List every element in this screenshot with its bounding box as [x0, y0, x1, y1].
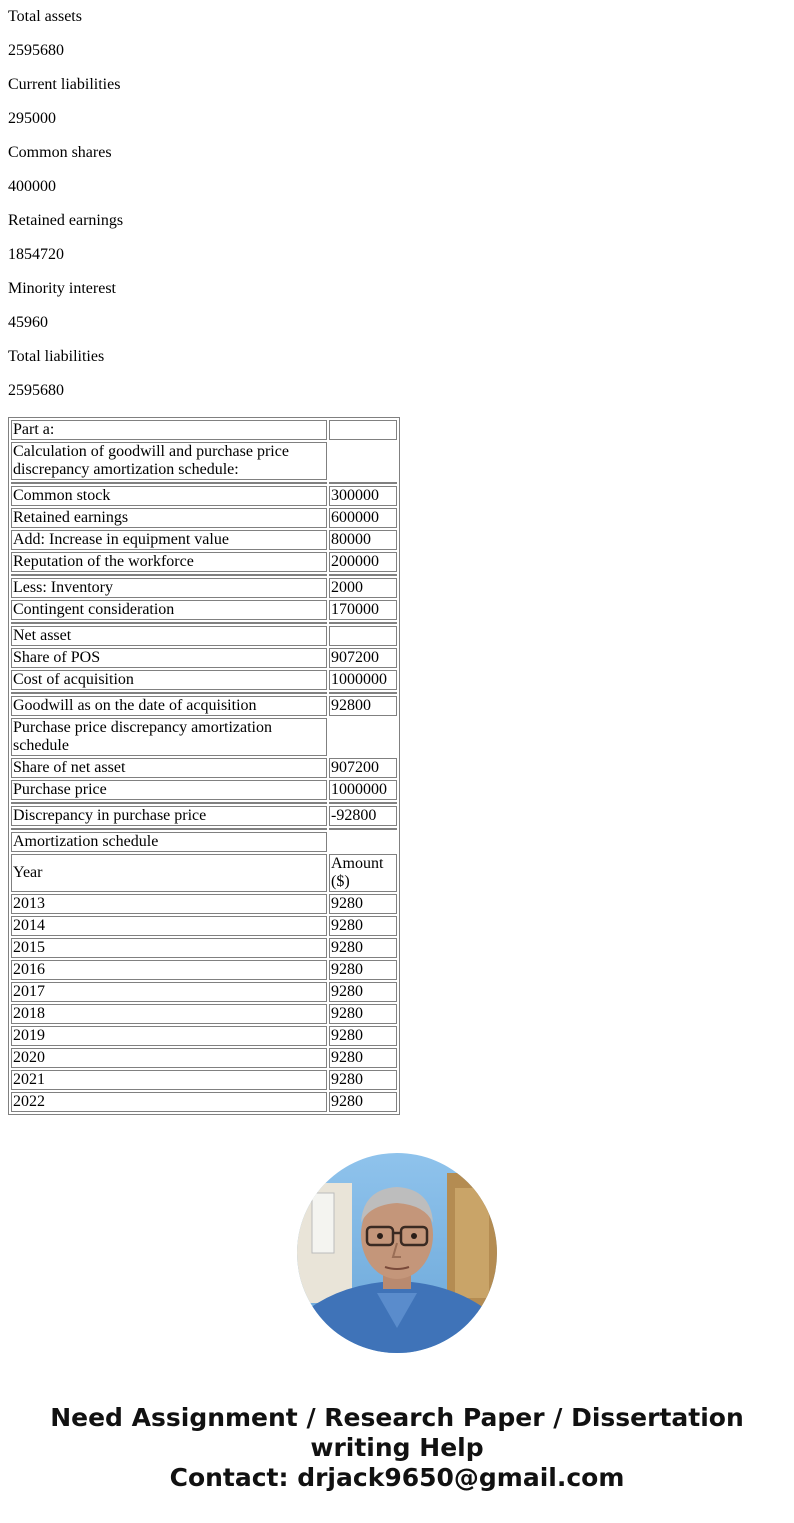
- contact-line: Contact: drjack9650@gmail.com: [169, 1463, 625, 1492]
- row-label: Common stock: [11, 486, 327, 506]
- schedule-year: 2022: [11, 1092, 327, 1112]
- summary-value: 45960: [8, 314, 48, 331]
- row-value: 1000000: [329, 670, 397, 690]
- table-row: [11, 758, 397, 778]
- schedule-row: [11, 1004, 397, 1024]
- author-avatar: [297, 1153, 497, 1353]
- schedule-row: [11, 1070, 397, 1090]
- schedule-row: [11, 1026, 397, 1046]
- promo-footer: [0, 1403, 794, 1493]
- schedule-amount: 9280: [329, 894, 397, 914]
- row-value: 300000: [329, 486, 397, 506]
- row-value: -92800: [329, 806, 397, 826]
- schedule-year: 2016: [11, 960, 327, 980]
- summary-value: 1854720: [8, 246, 64, 263]
- row-label: Purchase price: [11, 780, 327, 800]
- summary-value: 2595680: [8, 42, 64, 59]
- row-label: Less: Inventory: [11, 578, 327, 598]
- schedule-row: [11, 916, 397, 936]
- table-row: [11, 780, 397, 800]
- table-row: [11, 718, 397, 756]
- row-label: Retained earnings: [11, 508, 327, 528]
- row-value: 907200: [329, 758, 397, 778]
- promo-line: writing Help: [310, 1433, 484, 1462]
- table-row: [11, 578, 397, 598]
- row-label: Contingent consideration: [11, 600, 327, 620]
- promo-line: Need Assignment / Research Paper / Dissertation: [50, 1403, 744, 1432]
- row-value: 1000000: [329, 780, 397, 800]
- balance-summary: [8, 0, 788, 408]
- summary-value: 295000: [8, 110, 56, 127]
- year-header: Year: [11, 854, 327, 892]
- schedule-year: 2019: [11, 1026, 327, 1046]
- summary-label: Total liabilities: [8, 348, 105, 365]
- schedule-year: 2015: [11, 938, 327, 958]
- schedule-amount: 9280: [329, 1026, 397, 1046]
- schedule-year: 2020: [11, 1048, 327, 1068]
- schedule-amount: 9280: [329, 1070, 397, 1090]
- row-value: 80000: [329, 530, 397, 550]
- part-label: Part a:: [11, 420, 327, 440]
- summary-label: Current liabilities: [8, 76, 121, 93]
- row-label: Net asset: [11, 626, 327, 646]
- schedule-year: 2014: [11, 916, 327, 936]
- table-row: [11, 670, 397, 690]
- table-row: [11, 508, 397, 528]
- schedule-row: [11, 894, 397, 914]
- table-row: [11, 420, 397, 440]
- calc-heading: Calculation of goodwill and purchase price discrepancy amortization schedule:: [11, 442, 327, 480]
- ppd-heading: Purchase price discrepancy amortization schedule: [11, 718, 327, 756]
- table-row: [11, 530, 397, 550]
- table-row: [11, 600, 397, 620]
- schedule-amount: 9280: [329, 1004, 397, 1024]
- table-row: [11, 552, 397, 572]
- portrait-image: [297, 1153, 497, 1353]
- schedule-year: 2021: [11, 1070, 327, 1090]
- schedule-year: 2018: [11, 1004, 327, 1024]
- schedule-row: [11, 938, 397, 958]
- document-body: [8, 0, 788, 408]
- table-header-row: [11, 854, 397, 892]
- row-label: Add: Increase in equipment value: [11, 530, 327, 550]
- schedule-row: [11, 982, 397, 1002]
- row-label: Discrepancy in purchase price: [11, 806, 327, 826]
- table-row: [11, 806, 397, 826]
- row-value: 907200: [329, 648, 397, 668]
- row-value: 170000: [329, 600, 397, 620]
- schedule-amount: 9280: [329, 916, 397, 936]
- schedule-amount: 9280: [329, 982, 397, 1002]
- table-row: [11, 696, 397, 716]
- table-row: [11, 486, 397, 506]
- schedule-amount: 9280: [329, 1092, 397, 1112]
- row-label: Goodwill as on the date of acquisition: [11, 696, 327, 716]
- summary-value: 400000: [8, 178, 56, 195]
- amortization-heading: Amortization schedule: [11, 832, 327, 852]
- schedule-row: [11, 1048, 397, 1068]
- summary-label: Retained earnings: [8, 212, 124, 229]
- schedule-row: [11, 1092, 397, 1112]
- schedule-amount: 9280: [329, 938, 397, 958]
- table-row: [11, 442, 397, 480]
- schedule-year: 2017: [11, 982, 327, 1002]
- row-label: Share of POS: [11, 648, 327, 668]
- summary-label: Total assets: [8, 8, 82, 25]
- schedule-amount: 9280: [329, 960, 397, 980]
- summary-label: Common shares: [8, 144, 112, 161]
- schedule-amount: 9280: [329, 1048, 397, 1068]
- schedule-row: [11, 960, 397, 980]
- table-row: [11, 648, 397, 668]
- table-row: [11, 626, 397, 646]
- schedule-year: 2013: [11, 894, 327, 914]
- table-cell: [329, 420, 397, 440]
- row-value: 600000: [329, 508, 397, 528]
- amount-header: Amount ($): [329, 854, 397, 892]
- row-label: Cost of acquisition: [11, 670, 327, 690]
- summary-value: 2595680: [8, 382, 64, 399]
- table-row: [11, 832, 397, 852]
- row-value: 200000: [329, 552, 397, 572]
- goodwill-table: [8, 417, 400, 1115]
- summary-label: Minority interest: [8, 280, 116, 297]
- row-label: Reputation of the workforce: [11, 552, 327, 572]
- row-label: Share of net asset: [11, 758, 327, 778]
- row-value: 92800: [329, 696, 397, 716]
- row-value: [329, 626, 397, 646]
- row-value: 2000: [329, 578, 397, 598]
